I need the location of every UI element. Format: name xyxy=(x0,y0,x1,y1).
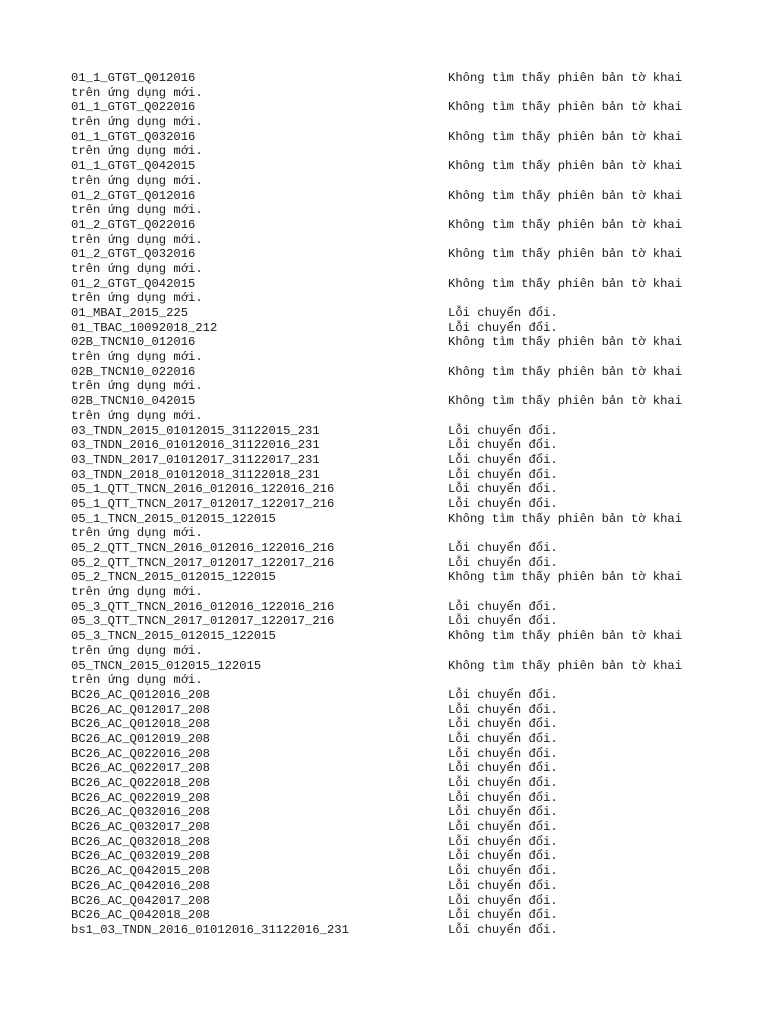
log-row xyxy=(71,424,701,439)
form-code: 05_TNCN_2015_012015_122015 xyxy=(71,658,262,673)
status-message: Không tìm thấy phiên bản tờ khai xyxy=(448,159,683,174)
form-code: 02B_TNCN10_012016 xyxy=(71,335,196,350)
log-entry xyxy=(71,835,701,850)
log-row xyxy=(71,556,701,571)
log-entry xyxy=(71,849,701,864)
form-code: 05_3_TNCN_2015_012015_122015 xyxy=(71,629,276,644)
log-entry xyxy=(71,512,701,541)
log-row xyxy=(71,659,701,674)
log-entry xyxy=(71,703,701,718)
log-row xyxy=(71,732,701,747)
status-message: Lỗi chuyển đổi. xyxy=(448,878,558,893)
log-entry xyxy=(71,394,701,423)
status-message-continuation: trên ứng dụng mới. xyxy=(71,261,203,276)
form-code: 01_1_GTGT_Q012016 xyxy=(71,71,196,85)
form-code: 05_3_QTT_TNCN_2017_012017_122017_216 xyxy=(71,614,335,629)
log-row xyxy=(71,614,701,629)
log-row xyxy=(71,703,701,718)
form-code: 05_2_QTT_TNCN_2016_012016_122016_216 xyxy=(71,541,335,555)
log-row xyxy=(71,365,701,380)
status-message-continuation: trên ứng dụng mới. xyxy=(71,585,203,600)
log-row xyxy=(71,541,701,556)
status-message-continuation: trên ứng dụng mới. xyxy=(71,115,203,130)
form-code: 01_MBAI_2015_225 xyxy=(71,306,189,320)
log-row xyxy=(71,864,701,879)
log-entry xyxy=(71,130,701,159)
log-entry xyxy=(71,688,701,703)
log-entry xyxy=(71,335,701,364)
log-entry xyxy=(71,732,701,747)
form-code: BC26_AC_Q042018_208 xyxy=(71,908,210,923)
log-entry xyxy=(71,321,701,336)
form-code: bs1_03_TNDN_2016_01012016_31122016_231 xyxy=(71,922,349,937)
log-entry xyxy=(71,879,701,894)
status-message: Lỗi chuyển đổi. xyxy=(448,761,558,776)
form-code: 03_TNDN_2015_01012015_31122015_231 xyxy=(71,423,320,438)
status-message: Lỗi chuyển đổi. xyxy=(448,320,558,335)
status-message: Lỗi chuyển đổi. xyxy=(448,893,558,908)
log-row xyxy=(71,277,701,292)
form-code: BC26_AC_Q012019_208 xyxy=(71,731,210,746)
log-entry xyxy=(71,717,701,732)
form-code: 03_TNDN_2018_01012018_31122018_231 xyxy=(71,467,320,482)
status-message: Lỗi chuyển đổi. xyxy=(448,717,558,732)
log-row xyxy=(71,482,701,497)
status-message: Lỗi chuyển đổi. xyxy=(448,922,558,937)
form-code: BC26_AC_Q022019_208 xyxy=(71,790,210,805)
form-code: BC26_AC_Q042016_208 xyxy=(71,878,210,893)
log-entry xyxy=(71,189,701,218)
status-message: Lỗi chuyển đổi. xyxy=(448,820,558,835)
log-row xyxy=(71,100,701,115)
status-message: Lỗi chuyển đổi. xyxy=(448,834,558,849)
log-entry xyxy=(71,424,701,439)
log-row xyxy=(71,688,701,703)
status-message: Không tìm thấy phiên bản tờ khai xyxy=(448,276,683,291)
log-entry xyxy=(71,659,701,688)
form-code: 03_TNDN_2016_01012016_31122016_231 xyxy=(71,438,320,453)
log-entry xyxy=(71,497,701,512)
form-code: 01_2_GTGT_Q042015 xyxy=(71,276,196,291)
log-entry xyxy=(71,482,701,497)
log-entry xyxy=(71,365,701,394)
log-entry xyxy=(71,791,701,806)
log-row xyxy=(71,438,701,453)
log-entry xyxy=(71,71,701,100)
status-message-continuation: trên ứng dụng mới. xyxy=(71,673,203,688)
status-message: Lỗi chuyển đổi. xyxy=(448,467,558,482)
log-row xyxy=(71,791,701,806)
log-entry xyxy=(71,747,701,762)
status-message-continuation: trên ứng dụng mới. xyxy=(71,291,203,306)
form-code: 02B_TNCN10_022016 xyxy=(71,364,196,379)
status-message-continuation: trên ứng dụng mới. xyxy=(71,350,203,365)
form-code: 03_TNDN_2017_01012017_31122017_231 xyxy=(71,452,320,467)
status-message: Không tìm thấy phiên bản tờ khai xyxy=(448,188,683,203)
status-message: Lỗi chuyển đổi. xyxy=(448,776,558,790)
status-message: Lỗi chuyển đổi. xyxy=(448,790,558,805)
status-message: Không tìm thấy phiên bản tờ khai xyxy=(448,335,683,350)
status-message: Lỗi chuyển đổi. xyxy=(448,614,558,629)
log-row xyxy=(71,159,701,174)
log-row xyxy=(71,189,701,204)
log-entry xyxy=(71,600,701,615)
form-code: 01_TBAC_10092018_212 xyxy=(71,320,218,335)
status-message-continuation: trên ứng dụng mới. xyxy=(71,643,203,658)
status-message: Không tìm thấy phiên bản tờ khai xyxy=(448,394,683,409)
status-message: Lỗi chuyển đổi. xyxy=(448,731,558,746)
log-entry xyxy=(71,761,701,776)
log-row xyxy=(71,570,701,585)
form-code: BC26_AC_Q022016_208 xyxy=(71,746,210,761)
log-row xyxy=(71,894,701,909)
log-entry xyxy=(71,556,701,571)
log-entry xyxy=(71,570,701,599)
form-code: BC26_AC_Q012016_208 xyxy=(71,687,210,702)
status-message-continuation: trên ứng dụng mới. xyxy=(71,379,203,394)
form-code: 05_1_QTT_TNCN_2016_012016_122016_216 xyxy=(71,482,335,497)
log-entry xyxy=(71,218,701,247)
log-entry xyxy=(71,453,701,468)
log-row xyxy=(71,879,701,894)
status-message: Lỗi chuyển đổi. xyxy=(448,805,558,820)
log-entry xyxy=(71,247,701,276)
log-row xyxy=(71,130,701,145)
log-row xyxy=(71,820,701,835)
status-message: Không tìm thấy phiên bản tờ khai xyxy=(448,217,683,232)
status-message: Lỗi chuyển đổi. xyxy=(448,452,558,467)
status-message: Lỗi chuyển đổi. xyxy=(448,746,558,761)
log-entry xyxy=(71,306,701,321)
status-message-continuation: trên ứng dụng mới. xyxy=(71,85,203,100)
log-row xyxy=(71,747,701,762)
form-code: 05_2_TNCN_2015_012015_122015 xyxy=(71,570,276,585)
status-message: Không tìm thấy phiên bản tờ khai xyxy=(448,71,683,85)
form-code: BC26_AC_Q022018_208 xyxy=(71,776,210,790)
log-entry xyxy=(71,438,701,453)
form-code: 02B_TNCN10_042015 xyxy=(71,394,196,409)
log-row xyxy=(71,908,701,923)
log-row xyxy=(71,512,701,527)
form-code: BC26_AC_Q032018_208 xyxy=(71,834,210,849)
log-entry xyxy=(71,277,701,306)
log-row xyxy=(71,600,701,615)
form-code: 05_3_QTT_TNCN_2016_012016_122016_216 xyxy=(71,599,335,614)
log-row xyxy=(71,321,701,336)
status-message: Không tìm thấy phiên bản tờ khai xyxy=(448,629,683,644)
status-message-continuation: trên ứng dụng mới. xyxy=(71,203,203,218)
status-message-continuation: trên ứng dụng mới. xyxy=(71,144,203,159)
log-entry xyxy=(71,468,701,483)
status-message: Lỗi chuyển đổi. xyxy=(448,438,558,453)
log-entry xyxy=(71,894,701,909)
log-row xyxy=(71,468,701,483)
status-message: Không tìm thấy phiên bản tờ khai xyxy=(448,364,683,379)
form-code: BC26_AC_Q032017_208 xyxy=(71,820,210,835)
log-row xyxy=(71,776,701,791)
log-row xyxy=(71,835,701,850)
status-message: Không tìm thấy phiên bản tờ khai xyxy=(448,129,683,144)
log-row xyxy=(71,335,701,350)
log-entry xyxy=(71,923,701,938)
log-row xyxy=(71,71,701,86)
log-entry xyxy=(71,776,701,791)
log-row xyxy=(71,849,701,864)
form-code: 05_1_TNCN_2015_012015_122015 xyxy=(71,511,276,526)
log-row xyxy=(71,218,701,233)
status-message: Lỗi chuyển đổi. xyxy=(448,599,558,614)
status-message: Không tìm thấy phiên bản tờ khai xyxy=(448,511,683,526)
status-message-continuation: trên ứng dụng mới. xyxy=(71,173,203,188)
form-code: BC26_AC_Q032016_208 xyxy=(71,805,210,820)
form-code: 05_1_QTT_TNCN_2017_012017_122017_216 xyxy=(71,496,335,511)
status-message-continuation: trên ứng dụng mới. xyxy=(71,526,203,541)
log-entry xyxy=(71,100,701,129)
log-row xyxy=(71,923,701,938)
form-code: 01_2_GTGT_Q032016 xyxy=(71,247,196,262)
form-code: 01_2_GTGT_Q022016 xyxy=(71,217,196,232)
status-message: Lỗi chuyển đổi. xyxy=(448,908,558,923)
log-entry xyxy=(71,629,701,658)
status-message-continuation: trên ứng dụng mới. xyxy=(71,408,203,423)
status-message: Lỗi chuyển đổi. xyxy=(448,864,558,879)
log-row xyxy=(71,629,701,644)
log-row xyxy=(71,717,701,732)
form-code: 01_1_GTGT_Q042015 xyxy=(71,159,196,174)
status-message: Lỗi chuyển đổi. xyxy=(448,702,558,717)
status-message: Lỗi chuyển đổi. xyxy=(448,306,558,320)
log-row xyxy=(71,453,701,468)
log-row xyxy=(71,394,701,409)
log-entry xyxy=(71,541,701,556)
log-entry xyxy=(71,159,701,188)
status-message: Lỗi chuyển đổi. xyxy=(448,541,558,555)
form-code: BC26_AC_Q012017_208 xyxy=(71,702,210,717)
log-entry xyxy=(71,820,701,835)
log-row xyxy=(71,247,701,262)
status-message: Lỗi chuyển đổi. xyxy=(448,849,558,864)
status-message: Lỗi chuyển đổi. xyxy=(448,496,558,511)
form-code: BC26_AC_Q042015_208 xyxy=(71,864,210,879)
form-code: BC26_AC_Q042017_208 xyxy=(71,893,210,908)
log-row xyxy=(71,497,701,512)
status-message: Lỗi chuyển đổi. xyxy=(448,482,558,497)
log-entry xyxy=(71,614,701,629)
status-message: Lỗi chuyển đổi. xyxy=(448,687,558,702)
log-entry xyxy=(71,805,701,820)
log-row xyxy=(71,761,701,776)
form-code: BC26_AC_Q032019_208 xyxy=(71,849,210,864)
status-message: Lỗi chuyển đổi. xyxy=(448,555,558,570)
status-message-continuation: trên ứng dụng mới. xyxy=(71,232,203,247)
status-message: Lỗi chuyển đổi. xyxy=(448,423,558,438)
status-message: Không tìm thấy phiên bản tờ khai xyxy=(448,570,683,585)
log-entry xyxy=(71,908,701,923)
log-row xyxy=(71,805,701,820)
status-message: Không tìm thấy phiên bản tờ khai xyxy=(448,100,683,115)
form-code: 01_1_GTGT_Q032016 xyxy=(71,129,196,144)
form-code: 01_1_GTGT_Q022016 xyxy=(71,100,196,115)
status-message: Không tìm thấy phiên bản tờ khai xyxy=(448,658,683,673)
conversion-log xyxy=(71,71,701,938)
form-code: BC26_AC_Q022017_208 xyxy=(71,761,210,776)
form-code: BC26_AC_Q012018_208 xyxy=(71,717,210,732)
form-code: 05_2_QTT_TNCN_2017_012017_122017_216 xyxy=(71,555,335,570)
status-message: Không tìm thấy phiên bản tờ khai xyxy=(448,247,683,262)
log-row xyxy=(71,306,701,321)
log-entry xyxy=(71,864,701,879)
form-code: 01_2_GTGT_Q012016 xyxy=(71,188,196,203)
